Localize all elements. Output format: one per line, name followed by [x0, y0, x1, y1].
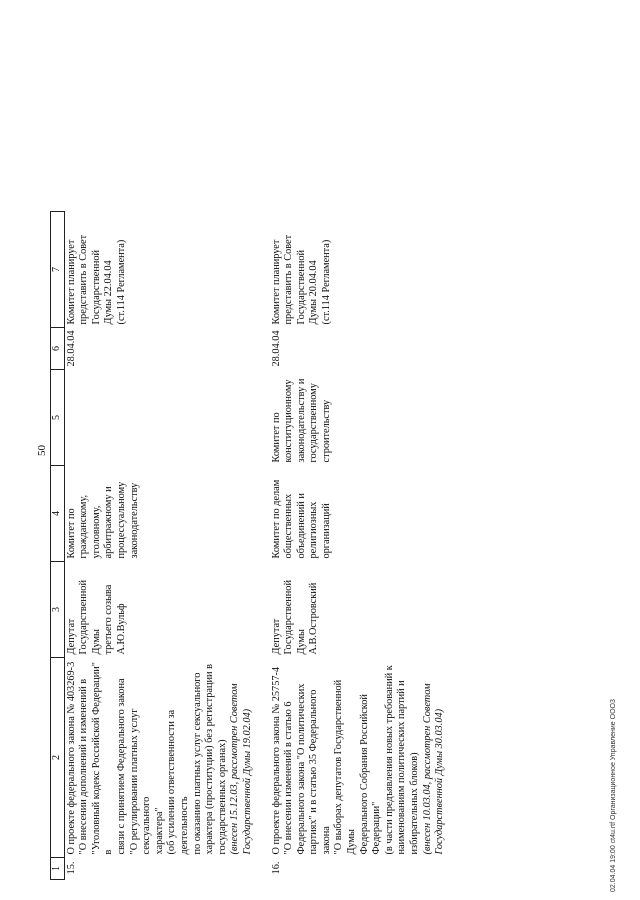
cell-line: Государственной [78, 580, 90, 655]
cell-line: Государственной Думы 19.02.04) [241, 708, 253, 855]
cell-line: "О регулировании платных услуг сексуального [128, 708, 153, 855]
cell-line: Думы 22.04.04 [103, 260, 115, 325]
review-date: 28.04.04 [270, 330, 282, 367]
cell-line: представить в Совет [283, 234, 295, 325]
cell-line: "О выборах депутатов Государственной Думы [333, 679, 358, 855]
cell-line: Думы 20.04.04 [308, 260, 320, 325]
cell-line: Комитет планирует [270, 239, 282, 325]
cell-line: партиях" и в статью 35 Федерального закона [308, 689, 332, 855]
bill-author [64, 562, 258, 658]
col-header: 1 [51, 858, 65, 880]
bills-table [50, 211, 451, 880]
planned-action [259, 211, 451, 327]
page-number: 50 [36, 445, 48, 456]
cell-line: Федерального закона "О политических [295, 683, 307, 855]
cell-line: "О внесении изменений в статью 6 [283, 701, 295, 855]
review-date: 28.04.04 [65, 330, 77, 367]
cell-line: законодательству [128, 482, 140, 559]
col-header: 7 [51, 211, 65, 327]
cell-line: наименованиям политических партий и [396, 680, 408, 855]
cell-line: организаций [320, 503, 332, 559]
cell-line: конституционному [283, 379, 295, 463]
co-committee [259, 370, 451, 466]
table-header-row [51, 211, 65, 879]
col-header: 3 [51, 562, 65, 658]
footer-text: 02.04.04 19:00 ct4u.rtf Организационное Управление ООО3 [610, 699, 617, 892]
cell-line: избирательных блоков) [409, 752, 421, 855]
row-number: 15. [65, 861, 77, 875]
cell-line: характера" [153, 807, 165, 855]
cell-line: Государственной [283, 580, 295, 655]
row-number: 16. [270, 861, 282, 875]
cell-line: (ст.114 Регламента) [320, 239, 332, 325]
cell-line: А.В.Островский [308, 582, 320, 655]
planned-action [64, 211, 258, 327]
cell-line: Федерации" [371, 801, 383, 855]
cell-line: Государственной Думы 30.03.04) [434, 708, 446, 855]
cell-line: Государственной [90, 249, 102, 325]
cell-line: уголовному, [90, 505, 102, 559]
cell-line: (об усилении ответственности за деятельность [166, 709, 190, 855]
cell-line: Депутат [270, 618, 282, 655]
cell-line: объединений и [295, 493, 307, 559]
cell-line: Думы [295, 629, 307, 655]
cell-line: Думы [90, 629, 102, 655]
bill-author [259, 562, 451, 658]
cell-line: "Уголовный кодекс Российской Федерации" в [90, 662, 115, 855]
cell-line: О проекте федерального закона № 403269-3 [65, 661, 77, 855]
cell-line: третьего созыва [103, 584, 115, 655]
cell-line: Депутат [65, 618, 77, 655]
cell-line: религиозных [308, 501, 320, 559]
cell-line: Государственной [295, 249, 307, 325]
cell-line: связи с принятием Федерального закона [115, 678, 127, 855]
cell-line: Комитет по делам [270, 479, 282, 559]
cell-line: (ст.114 Регламента) [115, 239, 127, 325]
col-header: 2 [51, 658, 65, 858]
col-header: 6 [51, 327, 65, 369]
cell-line: арбитражному и [103, 486, 115, 559]
cell-line: Комитет по [270, 412, 282, 463]
cell-line: (внесен 10.03.04, рассмотрен Советом [421, 683, 433, 855]
cell-line: Комитет по [65, 508, 77, 559]
table-row [64, 211, 258, 879]
cell-line: А.Ю.Вульф [115, 603, 127, 655]
bill-description [259, 658, 451, 858]
cell-line: гражданскому, [78, 494, 90, 559]
col-header: 5 [51, 370, 65, 466]
cell-line: Комитет планирует [65, 239, 77, 325]
cell-line: "О внесении дополнений и изменений в [78, 678, 90, 855]
cell-line: государственных органах) [216, 739, 228, 855]
cell-line: (в части предъявления новых требований к [383, 665, 395, 855]
cell-line: Федерального Собрания Российской [358, 694, 370, 855]
cell-line: процессуальному [115, 481, 127, 559]
cell-line: О проекте федерального закона № 25757-4 [270, 666, 282, 855]
cell-line: характера (проституции) без регистрации в [204, 664, 216, 855]
cell-line: законодательству и [295, 378, 307, 463]
co-committee [64, 370, 258, 466]
responsible-committee [64, 466, 258, 562]
cell-line: (внесен 15.12.03, рассмотрен Советом [229, 683, 241, 855]
cell-line: общественных [283, 493, 295, 559]
cell-line: строительству [320, 399, 332, 463]
cell-line: представить в Совет [78, 234, 90, 325]
bill-description [64, 658, 258, 858]
col-header: 4 [51, 466, 65, 562]
cell-line: государственному [308, 383, 320, 463]
responsible-committee [259, 466, 451, 562]
table-row [259, 211, 451, 879]
cell-line: по оказанию платных услуг сексуального [191, 672, 203, 855]
